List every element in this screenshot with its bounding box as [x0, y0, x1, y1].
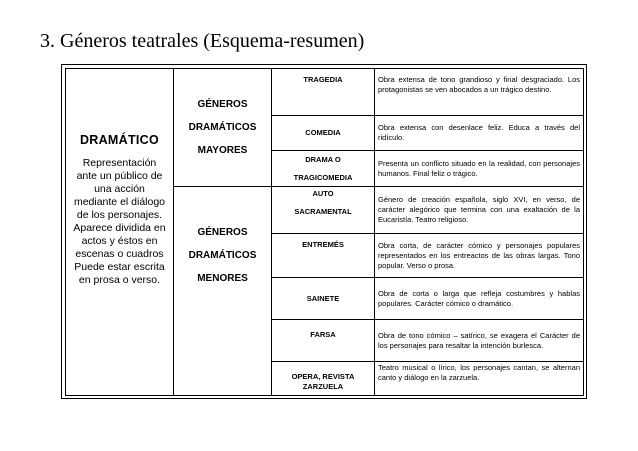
- page-title: 3. Géneros teatrales (Esquema-resumen): [40, 30, 365, 52]
- minor-group-line: DRAMÁTICOS: [188, 250, 257, 261]
- genres-table-container: [65, 68, 583, 395]
- table-row: [66, 69, 584, 116]
- major-group-line: MAYORES: [197, 144, 248, 156]
- genre-desc-tragedia: Obra extensa de tono grandioso y final desgraciado. Los protagonistas se ven abocados a un trágico destino.: [375, 69, 584, 116]
- genre-title-line: ZARZUELA: [302, 381, 344, 391]
- genre-title-line: SACRAMENTAL: [294, 206, 352, 216]
- minor-genres-cell: [174, 187, 272, 396]
- genre-title-line: TRAGICOMEDIA: [293, 172, 353, 182]
- genre-title-drama: [272, 151, 375, 187]
- major-genres-cell: [174, 69, 272, 187]
- minor-group-line: MENORES: [197, 273, 248, 284]
- genre-desc-comedia: Obra extensa con desenlace feliz. Educa a través del ridículo.: [375, 116, 584, 151]
- genre-desc-auto: Género de creación española, siglo XVI, en verso, de carácter alegórico que termina con una exaltación de la Eucaristía. Teatro religioso.: [375, 187, 584, 234]
- major-group-line: DRAMÁTICOS: [188, 121, 257, 133]
- genre-title-opera: [272, 362, 375, 396]
- genre-title-auto: [272, 187, 375, 234]
- genre-desc-opera: Teatro musical o lírico, los personajes cantan, se alternan canto y diálogo en la zarzuela.: [375, 362, 584, 396]
- major-group-line: GÉNEROS: [197, 98, 248, 110]
- dramatic-cell: [66, 69, 174, 396]
- genre-title-line: DRAMA O: [305, 155, 341, 164]
- genre-desc-sainete: Obra de corta o larga que refleja costumbres y hablas populares. Carácter cómico o dramático.: [375, 278, 584, 320]
- genres-table: [65, 68, 584, 396]
- minor-group-line: GÉNEROS: [197, 227, 248, 238]
- genre-desc-drama: Presenta un conflicto situado en la realidad, con personajes humanos. Final feliz o trágico.: [375, 151, 584, 187]
- dramatic-heading: DRAMÁTICO: [79, 133, 160, 147]
- genre-desc-farsa: Obra de tono cómico – satírico, se exagera el Carácter de los personajes para resaltar la intención burlesca.: [375, 320, 584, 362]
- genre-title-entremes: ENTREMÉS: [272, 234, 375, 278]
- genre-title-farsa: FARSA: [272, 320, 375, 362]
- genre-title-line: AUTO: [312, 189, 334, 198]
- genre-title-sainete: SAINETE: [272, 278, 375, 320]
- genre-title-line: OPERA, REVISTA: [291, 372, 355, 381]
- dramatic-description: Representación ante un público de una acción mediante el diálogo de los personajes. Aparece dividida en actos y éstos en escenas o cuadros Puede estar escrita en prosa o verso.: [73, 157, 166, 286]
- genre-title-tragedia: TRAGEDIA: [272, 69, 375, 116]
- genre-title-comedia: COMEDIA: [272, 116, 375, 151]
- genre-desc-entremes: Obra corta, de carácter cómico y personajes populares representados en los entreactos de las obras largas. Tono popular. Verso o prosa.: [375, 234, 584, 278]
